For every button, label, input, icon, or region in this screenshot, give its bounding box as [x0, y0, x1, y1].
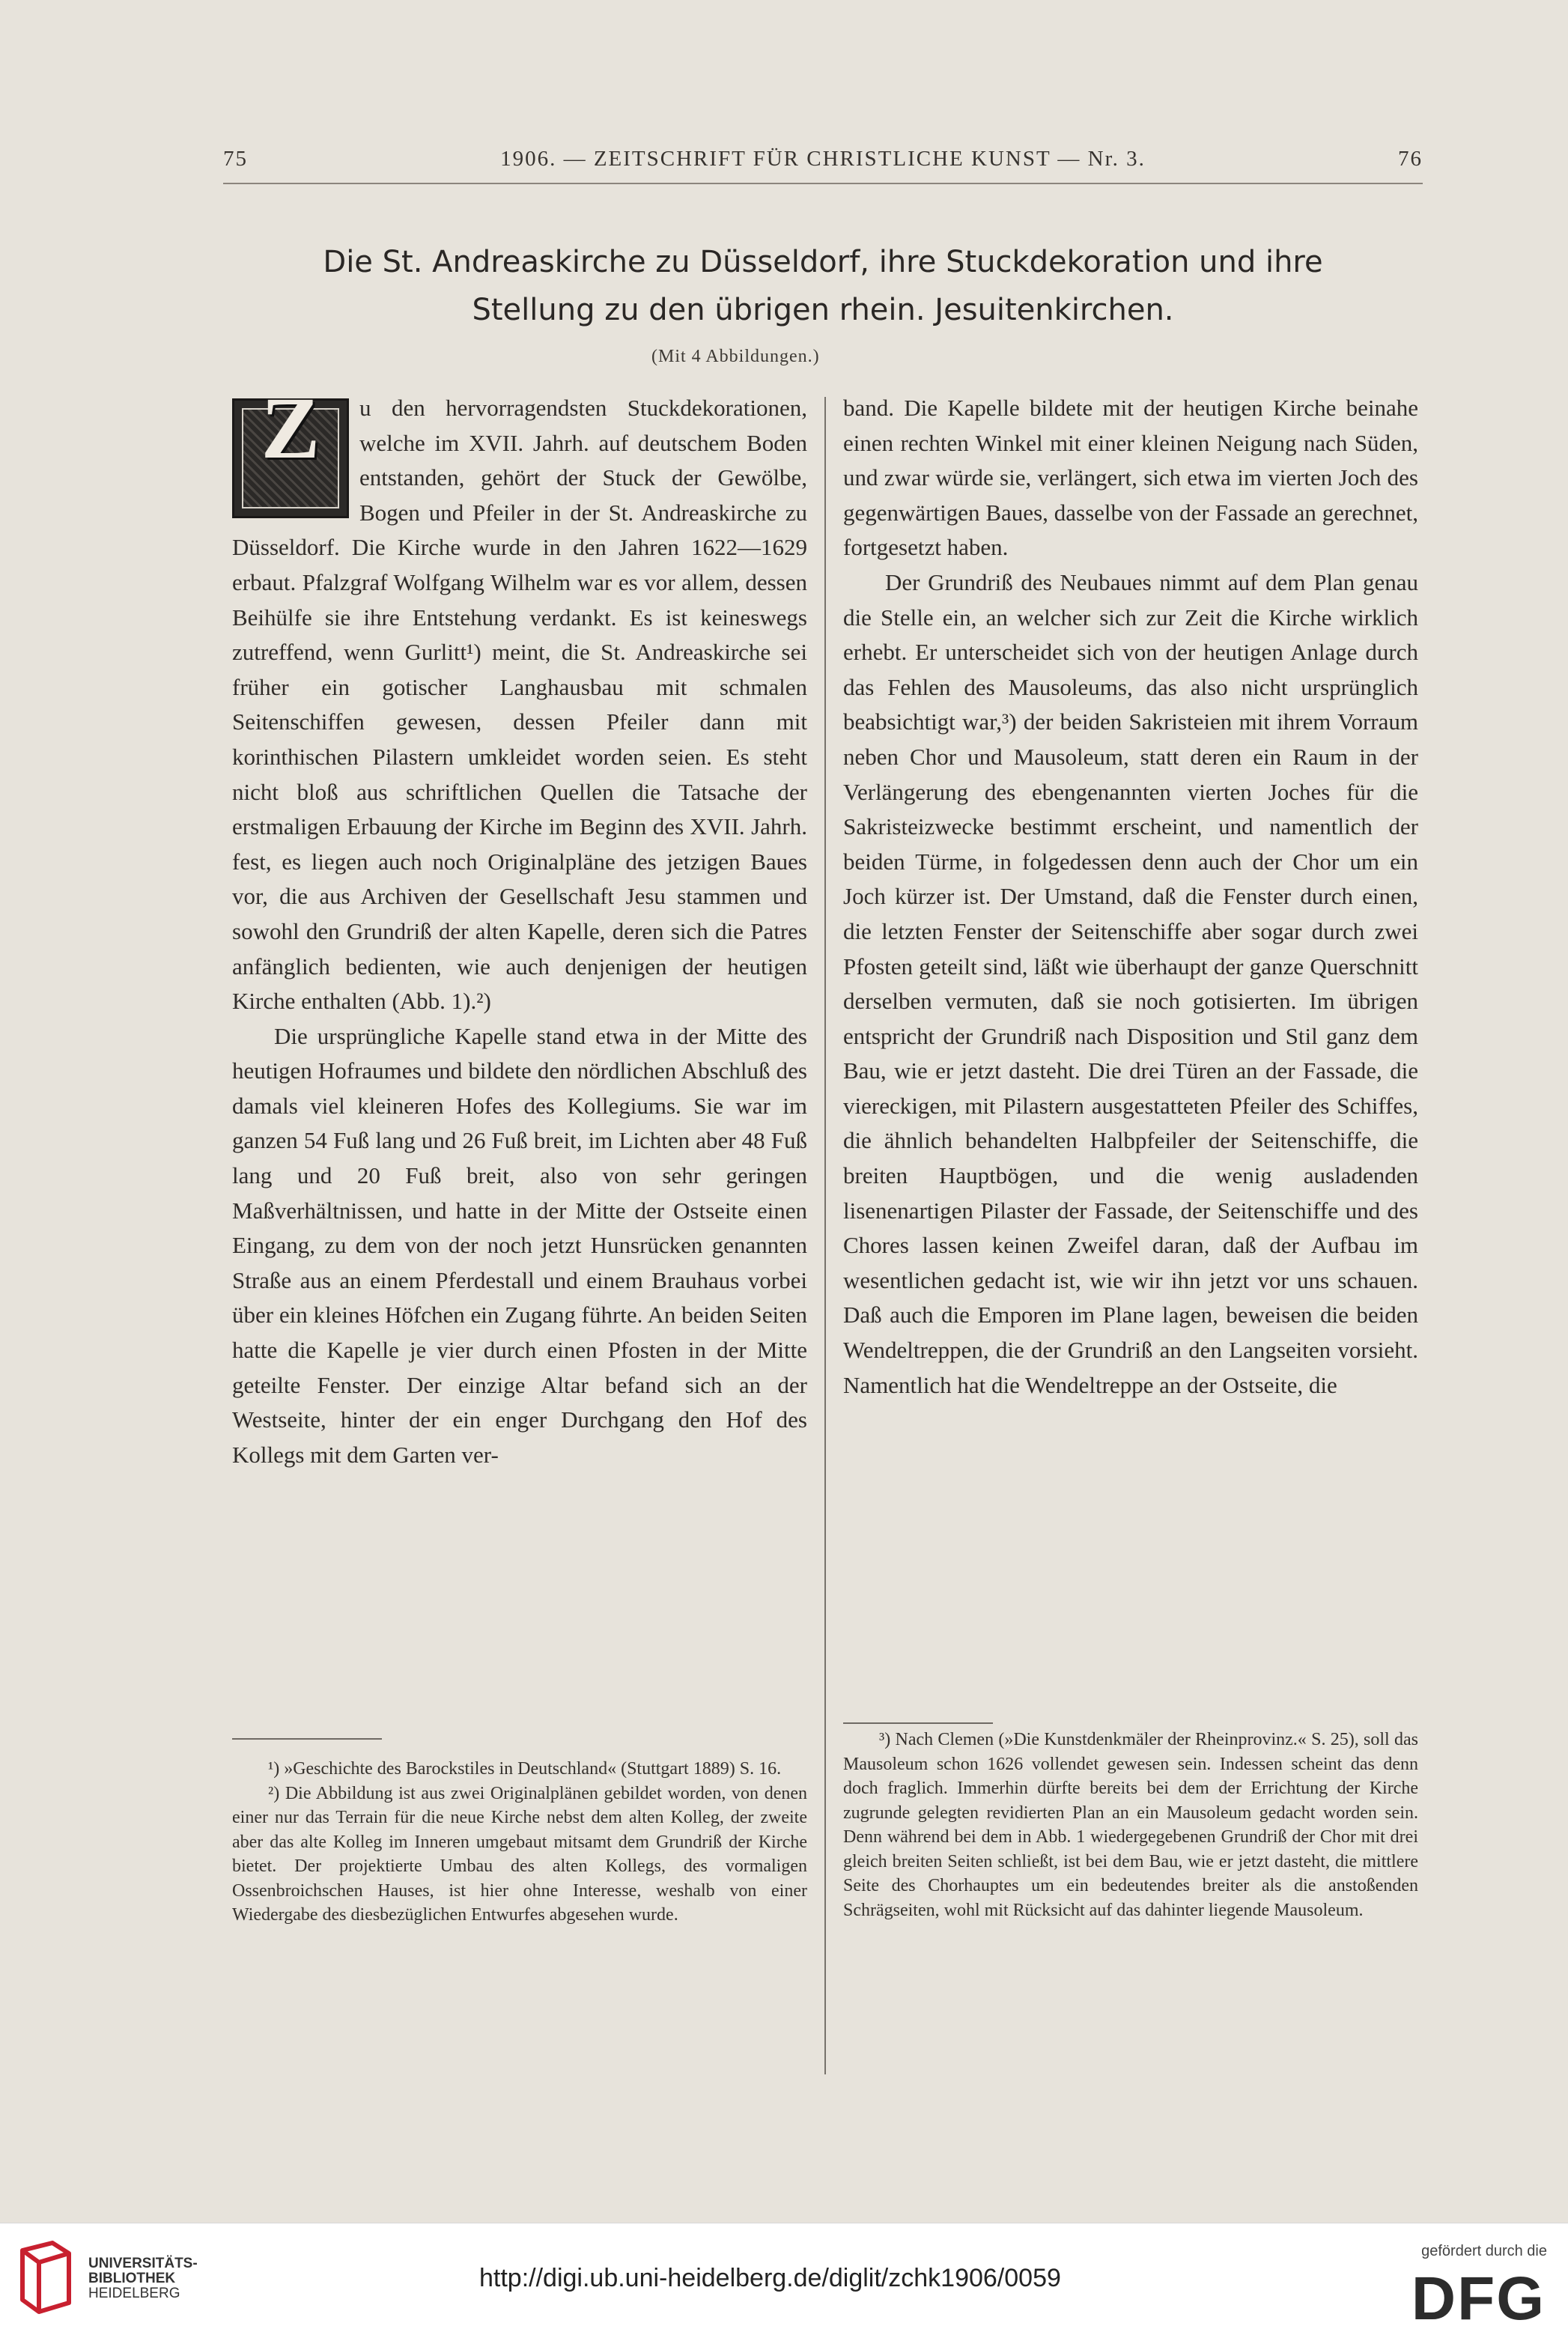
permalink-url[interactable]: http://digi.ub.uni-heidelberg.de/diglit/zchk1906/0059 — [479, 2264, 1061, 2292]
footnotes-left — [232, 1757, 807, 1928]
page-number-right: 76 — [1398, 147, 1423, 171]
left-column — [232, 379, 807, 1472]
footnote-3: ³) Nach Clemen (»Die Kunstdenkmäler der Rheinprovinz.« S. 25), soll das Mausoleum schon 1626 vollendet gewesen sein. Indessen scheint das denn doch fraglich. Immerhin dürfte bereits bei dem der Errichtung der Kirche zugrunde gelegten revidierten Plan an ein Mausoleum gedacht worden sein. Denn während bei dem in Abb. 1 wiedergegebenen Grundriß der Chor mit drei gleich breiten Seiten schließt, ist bei dem Bau, wie er jetzt dasteht, die mittlere Seite des Chorhauptes um ein bedeutendes breiter als die anstoßenden Schrägseiten, wohl mit Rücksicht auf das dahinter liegende Mausoleum. — [843, 1730, 1418, 1920]
journal-title: 1906. — ZEITSCHRIFT FÜR CHRISTLICHE KUNST — Nr. 3. — [500, 147, 1146, 171]
initial-letter: Z — [261, 379, 320, 477]
footnote-rule-right — [843, 1722, 993, 1724]
article-title — [225, 238, 1421, 334]
viewer-footer — [0, 2223, 1568, 2335]
library-name-line-1: UNIVERSITÄTS- — [88, 2256, 198, 2271]
university-library-logo-icon[interactable] — [16, 2240, 75, 2315]
footnote-2: ²) Die Abbildung ist aus zwei Originalplänen gebildet worden, von denen einer nur das Terrain für die neue Kirche nebst dem alten Kolleg, der zweite aber das alte Kolleg im Inneren umgebaut mitsamt dem Grundriß der Kirche bietet. Der projektierte Umbau des alten Kollegs, des vormaligen Ossenbroichschen Hauses, ist hier ohne Interesse, weshalb von einer Wiedergabe des diesbezüglichen Entwurfes abgesehen wurde. — [232, 1783, 807, 1925]
library-name-line-3: HEIDELBERG — [88, 2286, 180, 2301]
paragraph: band. Die Kapelle bildete mit der heutigen Kirche beinahe einen rechten Winkel mit einer kleinen Neigung nach Süden, und zwar würde sie, verlängert, sich etwa im vierten Joch des gegenwärtigen Baues, dasselbe von der Fassade an gerechnet, fortgesetzt haben. — [843, 395, 1418, 561]
column-divider — [824, 397, 826, 2074]
footnote-1: ¹) »Geschichte des Barockstiles in Deutschland« (Stuttgart 1889) S. 16. — [268, 1759, 782, 1779]
library-name-line-2: BIBLIOTHEK — [88, 2271, 176, 2286]
funding-note: gefördert durch die — [1421, 2243, 1547, 2259]
dfg-logo[interactable]: DFG — [1411, 2265, 1546, 2333]
article-subtitle: (Mit 4 Abbildungen.) — [651, 347, 820, 366]
running-header — [223, 147, 1423, 184]
paragraph-text: u den hervorragendsten Stuckdekorationen, welche im XVII. Jahrh. auf deutschem Boden entstanden, gehört der Stuck der Gewölbe, Bogen und Pfeiler in der St. Andreaskirche zu Düsseldorf. Die Kirche wurde in den Jahren 1622—1629 erbaut. Pfalzgraf Wolfgang Wilhelm war es vor allem, dessen Beihülfe sie ihre Entstehung verdankt. Es ist keineswegs zutreffend, wenn Gurlitt¹) meint, die St. Andreaskirche sei früher ein gotischer Langhausbau mit schmalen Seitenschiffen gewesen, dessen Pfeiler dann mit korinthischen Pilastern umkleidet worden seien. Es steht nicht bloß aus schriftlichen Quellen die Tatsache der erstmaligen Erbauung der Kirche im Beginn des XVII. Jahrh. fest, es liegen auch noch Originalpläne des jetzigen Baues vor, die aus Archiven der Gesellschaft Jesu stammen und sowohl den Grundriß der alten Kapelle, deren sich die Patres anfänglich bedienten, wie auch denjenigen der heutigen Kirche enthalten (Abb. 1).²) — [232, 395, 807, 1015]
decorated-initial — [232, 379, 349, 518]
paragraph: Die ursprüngliche Kapelle stand etwa in der Mitte des heutigen Hofraumes und bildete den nördlichen Abschluß des damals viel kleineren Hofes des Kollegiums. Sie war im ganzen 54 Fuß lang und 26 Fuß breit, im Lichten aber 48 Fuß lang und 20 Fuß breit, also von sehr geringen Maßverhältnissen, und hatte in der Mitte der Ostseite einen Eingang, zu dem von der noch jetzt Hunsrücken genannten Straße aus an einem Pferdestall und einem Brauhaus vorbei über ein kleines Höfchen ein Zugang führte. An beiden Seiten hatte die Kapelle je vier durch einen Pfosten in der Mitte geteilte Fenster. Der einzige Altar befand sich an der Westseite, hinter der ein enger Durchgang den Hof des Kollegs mit dem Garten ver- — [232, 1022, 807, 1468]
right-column — [843, 391, 1418, 1403]
page-number-left: 75 — [223, 147, 248, 171]
paragraph: Der Grundriß des Neubaues nimmt auf dem Plan genau die Stelle ein, an welcher sich zur Zeit die Kirche wirklich erhebt. Er unterscheidet sich von der heutigen Anlage durch das Fehlen des Mausoleums, das also nicht ursprünglich beabsichtigt war,³) der beiden Sakristeien mit ihrem Vorraum neben Chor und Mausoleum, statt deren ein Raum in der Verlängerung des ebengenannten vierten Joches für die Sakristeizwecke bestimmt erscheint, und namentlich der beiden Türme, in folgedessen denn auch der Chor um ein Joch kürzer ist. Der Umstand, daß die Fenster durch einen, die letzten Fenster der Seitenschiffe aber sogar durch zwei Pfosten geteilt sind, läßt wie überhaupt der ganze Querschnitt derselben vermuten, daß sie noch gotisierten. Im übrigen entspricht der Grundriß nach Disposition und Stil ganz dem Bau, wie er jetzt dasteht. Die drei Türen an der Fassade, die viereckigen, mit Pilastern ausgestatteten Pfeiler des Schiffes, die ähnlich behandelten Halbpfeiler der Seitenschiffe, die breiten Hauptbögen, und die wenig ausladenden lisenenartigen Pilaster der Fassade, der Seitenschiffe und des Chores lassen keinen Zweifel daran, daß der Aufbau im wesentlichen gedacht ist, wie wir ihn jetzt vor uns schauen. Daß auch die Emporen im Plane lagen, beweisen die beiden Wendeltreppen, die der Grundriß an den Langseiten vorsieht. Namentlich hat die Wendeltreppe an der Ostseite, die — [843, 568, 1418, 1398]
title-line-2: Stellung zu den übrigen rhein. Jesuitenkirchen. — [472, 293, 1174, 327]
paragraph — [232, 379, 807, 1019]
library-name[interactable] — [88, 2256, 198, 2301]
footnote-rule-left — [232, 1738, 382, 1740]
title-line-1: Die St. Andreaskirche zu Düsseldorf, ihre Stuckdekoration und ihre — [323, 245, 1323, 279]
header-rule — [223, 183, 1423, 184]
footnotes-right — [843, 1728, 1418, 1922]
